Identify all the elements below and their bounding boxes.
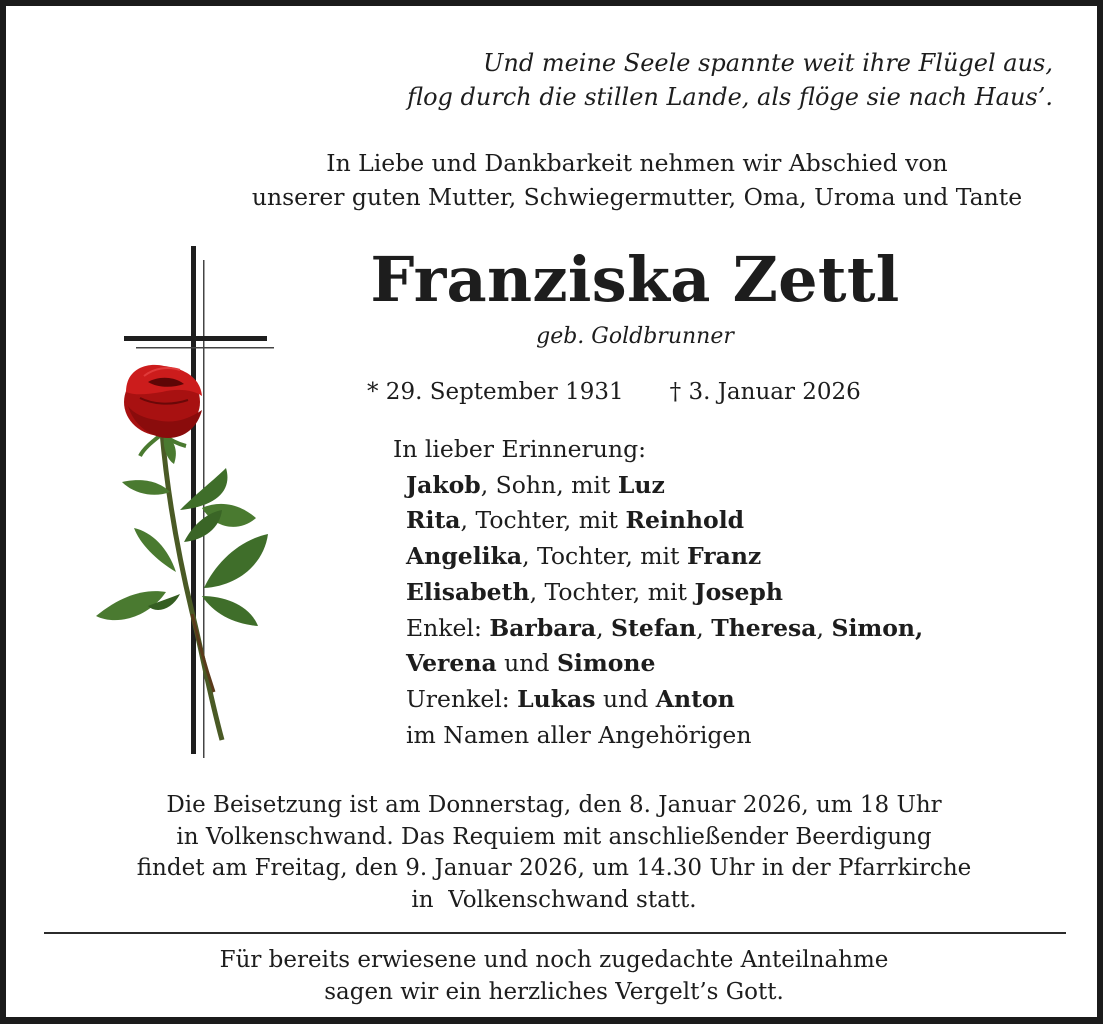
- thanks-line-2: sagen wir ein herzliches Vergelt’s Gott.: [324, 979, 784, 1005]
- mourner-row: [393, 539, 923, 575]
- intro-line-1: In Liebe und Dankbarkeit nehmen wir Abschied von: [326, 149, 948, 177]
- funeral-line-2: in Volkenschwand. Das Requiem mit anschließender Beerdigung: [176, 823, 932, 850]
- partner-name: Franz: [686, 542, 762, 571]
- cross-rose-illustration: [44, 242, 284, 762]
- birth-name: geb. Goldbrunner: [536, 324, 734, 349]
- poem-line-1: Und meine Seele spannte weit ihre Flügel aus,: [483, 49, 1053, 77]
- thanks-note: [6, 944, 1102, 1008]
- mourner-row: [393, 468, 923, 504]
- farewell-intro: [6, 146, 1103, 214]
- funeral-line-1: Die Beisetzung ist am Donnerstag, den 8. Januar 2026, um 18 Uhr: [166, 792, 942, 818]
- funeral-line-4: in Volkenschwand statt.: [411, 886, 697, 913]
- mourners-list: [393, 432, 923, 753]
- divider: [44, 932, 1066, 934]
- grandchildren-row: [393, 611, 923, 647]
- mourner-name: Elisabeth: [406, 577, 530, 606]
- mourners-heading: In lieber Erinnerung:: [393, 435, 647, 463]
- grandchild-name: Simone: [556, 649, 656, 678]
- mourner-relation: , Tochter, mit: [522, 542, 687, 571]
- grandchild-name: Theresa: [711, 613, 817, 642]
- partner-name: Reinhold: [625, 506, 745, 535]
- grandchild-name: Simon,: [831, 613, 924, 642]
- mourner-relation: , Sohn, mit: [480, 470, 618, 499]
- thanks-line-1: Für bereits erwiesene und noch zugedachte Anteilnahme: [219, 947, 889, 973]
- mourner-relation: , Tochter, mit: [460, 506, 626, 535]
- great-grandchild-name: Lukas: [517, 684, 596, 713]
- deceased-name: Franziska Zettl: [370, 243, 900, 316]
- grandchildren-label: Enkel:: [406, 613, 490, 642]
- death-date: † 3. Januar 2026: [669, 379, 861, 405]
- separator: ,: [816, 613, 832, 642]
- conjunction: und: [496, 649, 557, 678]
- separator: ,: [696, 613, 712, 642]
- partner-name: Joseph: [694, 577, 783, 606]
- great-grandchildren-row: [393, 682, 923, 718]
- grandchild-name: Verena: [406, 649, 497, 678]
- separator: ,: [596, 613, 612, 642]
- poem-verse: [407, 46, 1053, 114]
- great-grandchild-name: Anton: [655, 684, 735, 713]
- mourner-name: Jakob: [406, 470, 481, 499]
- relatives-line: im Namen aller Angehörigen: [406, 720, 752, 749]
- grandchild-name: Barbara: [489, 613, 597, 642]
- mourner-row: [393, 503, 923, 539]
- mourner-name: Angelika: [406, 542, 523, 571]
- partner-name: Luz: [617, 470, 665, 499]
- great-grandchildren-label: Urenkel:: [406, 684, 518, 713]
- intro-line-2: unserer guten Mutter, Schwiegermutter, Oma, Uroma und Tante: [251, 183, 1023, 211]
- life-dates: [367, 375, 861, 409]
- grandchildren-row: [393, 646, 923, 682]
- mourner-relation: , Tochter, mit: [529, 577, 695, 606]
- mourner-row: [393, 575, 923, 611]
- poem-line-2: flog durch die stillen Lande, als flöge sie nach Haus’.: [407, 83, 1053, 111]
- conjunction: und: [595, 684, 656, 713]
- birth-date: * 29. September 1931: [367, 379, 624, 405]
- grandchild-name: Stefan: [611, 613, 697, 642]
- red-rose-icon: [96, 365, 268, 740]
- mourner-name: Rita: [406, 506, 461, 535]
- funeral-line-3: findet am Freitag, den 9. Januar 2026, um 14.30 Uhr in der Pfarrkirche: [136, 855, 972, 881]
- funeral-details: [6, 790, 1102, 916]
